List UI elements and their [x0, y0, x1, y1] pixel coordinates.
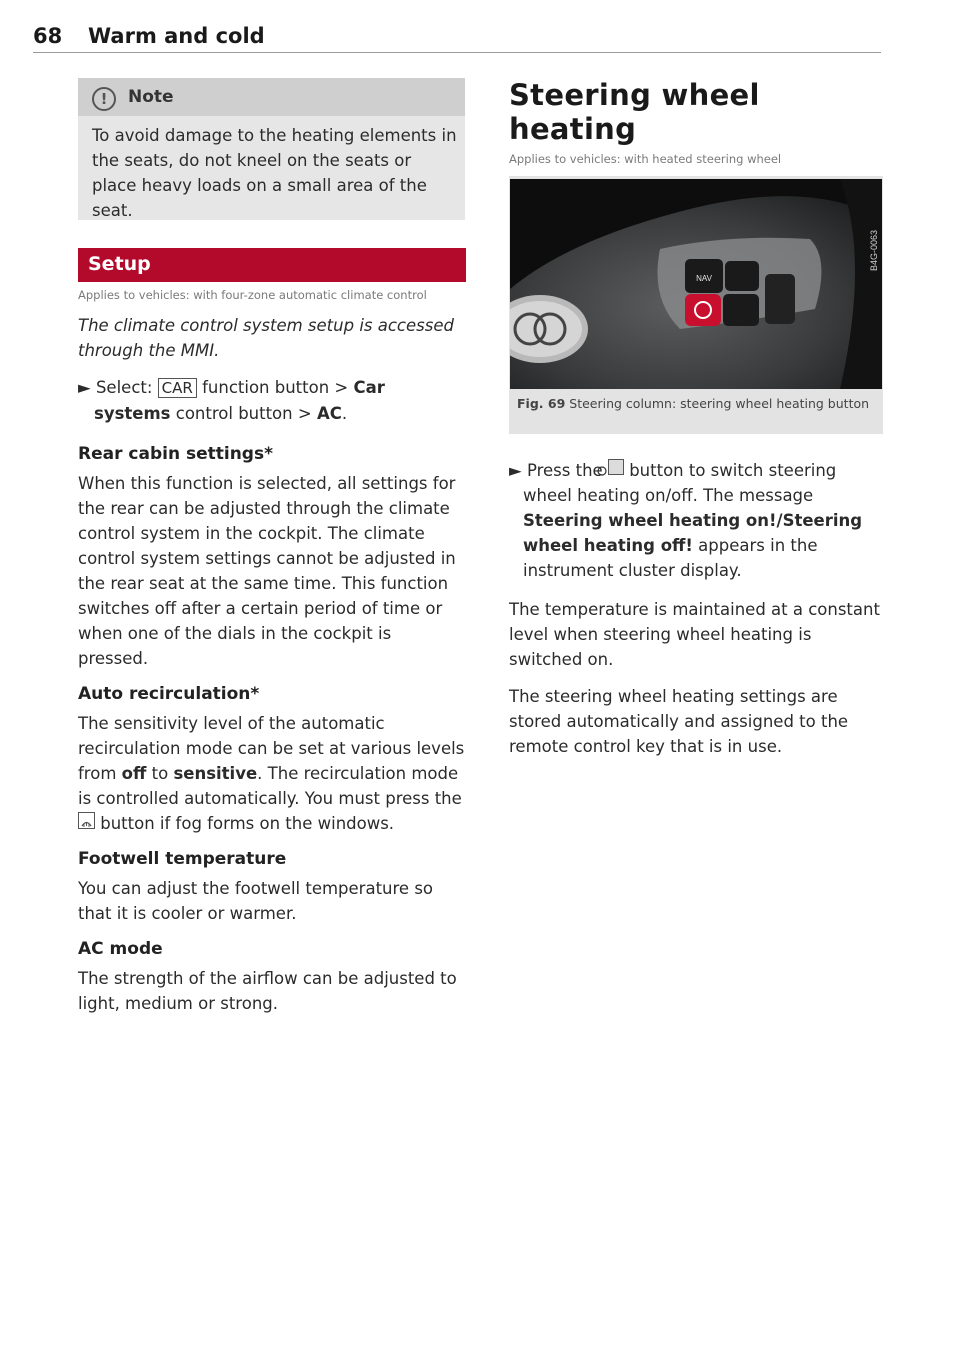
- nav-label: NAV: [696, 274, 712, 283]
- steering-content: [509, 458, 883, 759]
- chapter-title: Warm and cold: [88, 24, 265, 48]
- figure-code: B4G-0063: [869, 229, 879, 271]
- applies-to: Applies to vehicles: with four-zone automatic climate control: [78, 288, 427, 302]
- page-header: [33, 22, 881, 52]
- exclamation-circle-icon: !: [92, 87, 116, 111]
- intro-text: The climate control system setup is accessed through the MMI.: [78, 316, 454, 360]
- section-title: Steering wheel heating: [509, 78, 760, 146]
- paragraph: You can adjust the footwell temperature so that it is cooler or warmer.: [78, 879, 434, 923]
- paragraph: The strength of the airflow can be adjusted to light, medium or strong.: [78, 969, 457, 1013]
- instruction-step: ► Press the button to switch steering wheel heating on/off. The message Steering wheel heating on!/Steering wheel heating off! appears in the instrument cluster display.: [509, 461, 863, 580]
- section-bar-setup: [78, 248, 466, 282]
- paragraph: The sensitivity level of the automatic recirculation mode can be set at various levels from off to sensitive. The recirculation mode is controlled automatically. You must press the button if fog forms on the windows.: [78, 714, 465, 833]
- car-key: CAR: [158, 378, 197, 398]
- figure-caption: Fig. 69 Steering column: steering wheel heating button: [517, 396, 870, 411]
- note-text: To avoid damage to the heating elements in the seats, do not kneel on the seats or place heavy loads on a small area of the seat.: [92, 126, 457, 220]
- paragraph: The temperature is maintained at a constant level when steering wheel heating is switched on.: [509, 600, 880, 669]
- paragraph: The steering wheel heating settings are stored automatically and assigned to the remote control key that is in use.: [509, 687, 849, 756]
- steering-wheel-photo: [510, 179, 882, 389]
- bullet-icon: ►: [78, 378, 91, 397]
- paragraph: When this function is selected, all settings for the rear can be adjusted through the climate control system in the cockpit. The climate control system settings cannot be adjusted in the rear seat at the same time. This function switches off after a certain period of time or when one of the dials in the cockpit is pressed.: [78, 474, 456, 668]
- note-box: [78, 78, 465, 220]
- left-column: [78, 78, 466, 1013]
- note-header: [78, 78, 465, 116]
- subheading: Auto recirculation*: [78, 684, 260, 704]
- page-number: 68: [33, 24, 63, 48]
- section-title: Setup: [88, 253, 151, 275]
- subheading: Footwell temperature: [78, 849, 287, 869]
- applies-to: Applies to vehicles: with heated steering wheel: [509, 152, 782, 166]
- right-column: [509, 78, 883, 756]
- instruction-step: ► Select: CAR function button > Car systems control button > AC.: [78, 378, 385, 423]
- subheading: Rear cabin settings*: [78, 444, 273, 464]
- subheading: AC mode: [78, 939, 163, 959]
- bullet-icon: ►: [509, 461, 522, 480]
- defrost-button-icon: [78, 812, 95, 829]
- header-divider: [33, 52, 881, 53]
- setup-content: [78, 288, 466, 1016]
- steering-heat-button-icon: [608, 459, 624, 475]
- note-title: Note: [128, 87, 174, 107]
